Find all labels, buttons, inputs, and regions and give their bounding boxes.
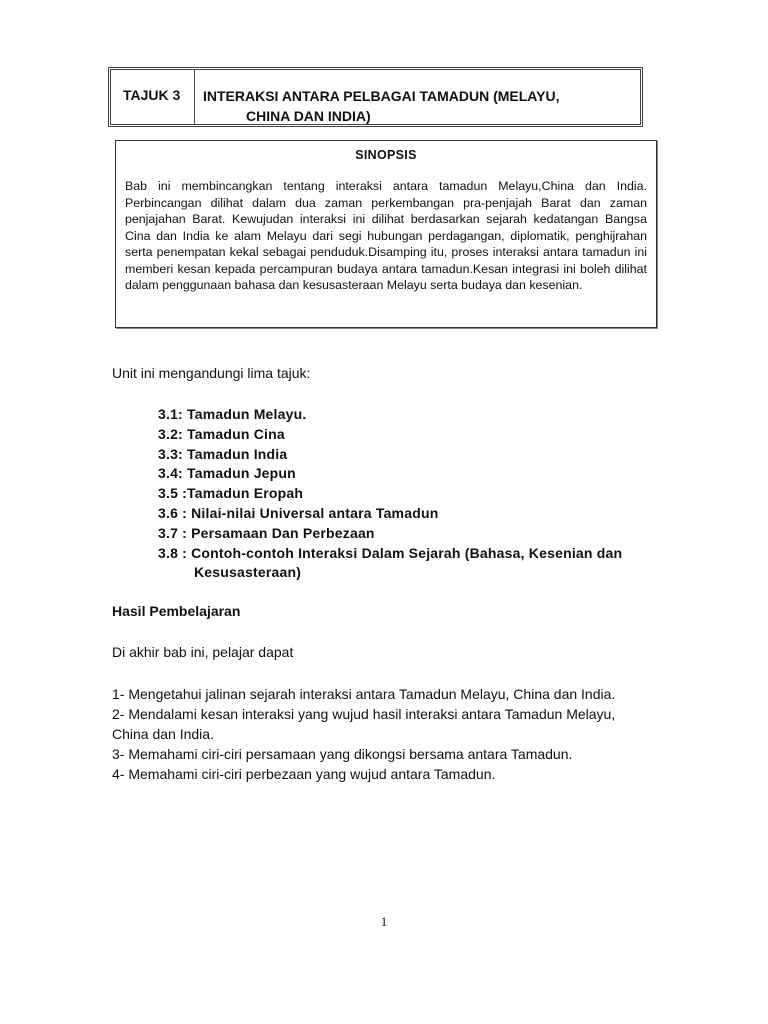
- unit-intro-text: Unit ini mengandungi lima tajuk:: [112, 365, 311, 381]
- chapter-header-table: [108, 67, 643, 127]
- topic-list: [158, 405, 622, 583]
- chapter-label: TAJUK 3: [111, 70, 195, 124]
- outcome-item: 4- Memahami ciri-ciri perbezaan yang wujud antara Tamadun.: [112, 766, 496, 782]
- chapter-title: [195, 70, 640, 124]
- topic-item: 3.4: Tamadun Jepun: [158, 465, 296, 482]
- learning-outcomes-list: [112, 684, 652, 784]
- page-number: 1: [380, 914, 388, 929]
- chapter-title-line-1: INTERAKSI ANTARA PELBAGAI TAMADUN (MELAYU,: [203, 88, 560, 104]
- learning-outcomes-heading: Hasil Pembelajaran: [112, 603, 241, 619]
- outcome-item: 1- Mengetahui jalinan sejarah interaksi antara Tamadun Melayu, China dan India.: [112, 686, 616, 702]
- topic-item-continuation: Kesusasteraan): [194, 564, 302, 581]
- synopsis-heading: SINOPSIS: [355, 148, 417, 162]
- synopsis-box: [115, 140, 657, 328]
- outcome-item: 3- Memahami ciri-ciri persamaan yang dikongsi bersama antara Tamadun.: [112, 746, 573, 762]
- topic-item: 3.5 :Tamadun Eropah: [158, 485, 304, 502]
- outcome-item: 2- Mendalami kesan interaksi yang wujud hasil interaksi antara Tamadun Melayu, China dan India.: [112, 706, 616, 742]
- chapter-title-line-2: CHINA DAN INDIA): [246, 108, 371, 124]
- topic-item: 3.1: Tamadun Melayu.: [158, 406, 307, 422]
- topic-item: 3.6 : Nilai-nilai Universal antara Tamadun: [158, 504, 439, 521]
- topic-item: 3.7 : Persamaan Dan Perbezaan: [158, 524, 375, 541]
- topic-item: 3.3: Tamadun India: [158, 445, 288, 462]
- topic-item: 3.2: Tamadun Cina: [158, 425, 285, 442]
- synopsis-text: Bab ini membincangkan tentang interaksi antara tamadun Melayu,China dan India. Perbincangan dilihat dalam dua zaman perkembangan pra-penjajah Barat dan zaman penjajahan Barat. Kewujudan interaksi ini dilihat berdasarkan sejarah kedatangan Bangsa Cina dan India ke alam Melayu dari segi hubungan perdagangan, diplomatik, penghijrahan serta penempatan kekal sebagai penduduk.Disamping itu, proses interaksi antara tamadun ini memberi kesan kepada percampuran budaya antara tamadun.Kesan integrasi ini boleh dilihat dalam penggunaan bahasa dan kesusasteraan Melayu serta budaya dan kesenian.: [125, 179, 647, 292]
- topic-item: 3.8 : Contoh-contoh Interaksi Dalam Sejarah (Bahasa, Kesenian dan: [158, 544, 623, 561]
- learning-outcomes-lead: Di akhir bab ini, pelajar dapat: [112, 644, 294, 660]
